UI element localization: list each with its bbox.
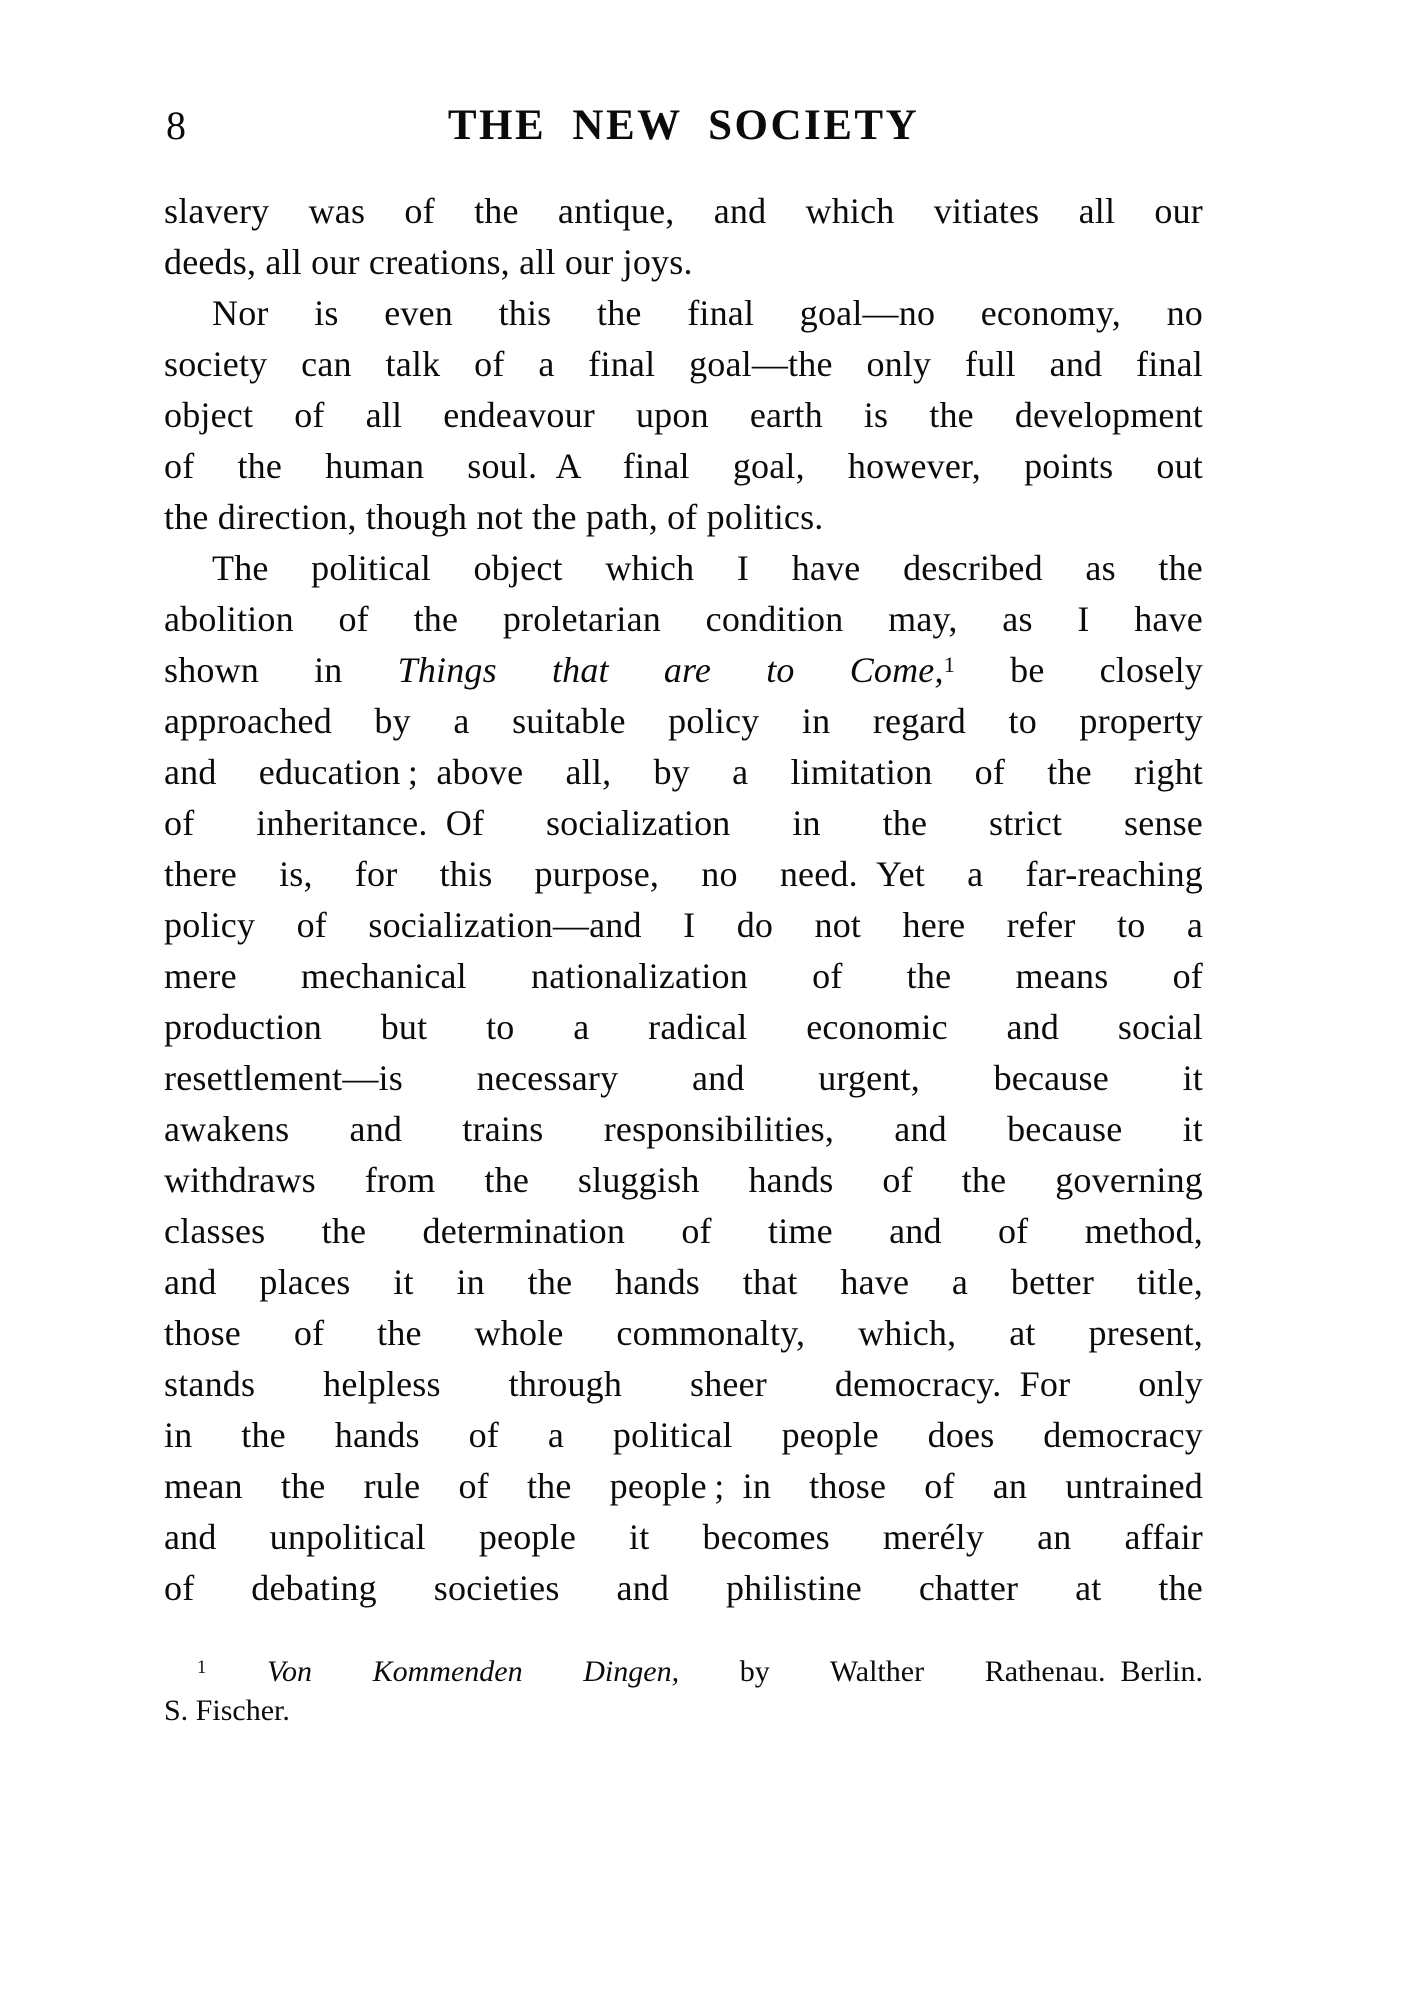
footnote — [164, 1652, 1203, 1730]
text-line — [164, 645, 1203, 696]
text-run: of debating societies and philistine chatter at the — [164, 1568, 1203, 1608]
text-line — [164, 1410, 1203, 1461]
running-title: THE NEW SOCIETY — [447, 102, 920, 149]
text-line — [164, 1206, 1203, 1257]
text-line — [164, 747, 1203, 798]
text-line — [164, 1308, 1203, 1359]
text-run: by Walther Rathenau. Berlin. — [679, 1655, 1203, 1688]
text-run: object of all endeavour upon earth is the development — [164, 395, 1203, 435]
text-line — [164, 237, 1203, 288]
text-run: withdraws from the sluggish hands of the governing — [164, 1160, 1203, 1200]
text-line — [164, 849, 1203, 900]
italic-text: Things that are to Come, — [397, 650, 944, 690]
superscript-marker: 1 — [197, 1656, 207, 1678]
text-run: abolition of the proletarian condition may, as I have — [164, 599, 1203, 639]
text-line — [164, 1359, 1203, 1410]
text-line — [164, 1053, 1203, 1104]
text-line — [164, 1155, 1203, 1206]
text-run: mere mechanical nationalization of the means of — [164, 956, 1203, 996]
text-run: those of the whole commonalty, which, at present, — [164, 1313, 1203, 1353]
text-line — [164, 594, 1203, 645]
text-line — [164, 1257, 1203, 1308]
text-run: stands helpless through sheer democracy. For only — [164, 1364, 1203, 1404]
footnote-line — [164, 1652, 1203, 1691]
text-run: deeds, all our creations, all our joys. — [164, 242, 693, 282]
text-line — [164, 1104, 1203, 1155]
text-run: policy of socialization—and I do not here refer to a — [164, 905, 1203, 945]
text-line — [164, 696, 1203, 747]
text-run: mean the rule of the people ; in those of an untrained — [164, 1466, 1203, 1506]
text-run: Nor is even this the final goal—no economy, no — [212, 293, 1203, 333]
page-number: 8 — [166, 103, 186, 148]
text-line — [164, 1461, 1203, 1512]
text-run: and education ; above all, by a limitation of the right — [164, 752, 1203, 792]
text-run: be closely — [955, 650, 1203, 690]
italic-text: Von Kommenden Dingen, — [266, 1655, 680, 1688]
text-line — [164, 900, 1203, 951]
text-run: awakens and trains responsibilities, and because it — [164, 1109, 1203, 1149]
text-run: of inheritance. Of socialization in the strict sense — [164, 803, 1203, 843]
page-header — [164, 101, 1203, 151]
text-run: and places it in the hands that have a better title, — [164, 1262, 1203, 1302]
text-run: slavery was of the antique, and which vitiates all our — [164, 191, 1203, 231]
text-run: of the human soul. A final goal, however, points out — [164, 446, 1203, 486]
text-run: and unpolitical people it becomes merély an affair — [164, 1517, 1203, 1557]
text-line — [164, 951, 1203, 1002]
text-run: classes the determination of time and of method, — [164, 1211, 1203, 1251]
text-run — [206, 1655, 267, 1688]
text-line — [164, 1002, 1203, 1053]
text-line — [164, 390, 1203, 441]
text-run: in the hands of a political people does democracy — [164, 1415, 1203, 1455]
text-run: resettlement—is necessary and urgent, because it — [164, 1058, 1203, 1098]
text-run: the direction, though not the path, of politics. — [164, 497, 824, 537]
text-run: production but to a radical economic and social — [164, 1007, 1203, 1047]
text-run: society can talk of a final goal—the only full and final — [164, 344, 1203, 384]
text-line — [164, 186, 1203, 237]
text-run: The political object which I have described as the — [212, 548, 1203, 588]
text-line — [164, 339, 1203, 390]
text-line — [164, 798, 1203, 849]
text-run: S. Fischer. — [164, 1694, 290, 1727]
text-line — [164, 441, 1203, 492]
text-line — [164, 492, 1203, 543]
text-run: there is, for this purpose, no need. Yet a far-reaching — [164, 854, 1203, 894]
text-run: shown in — [164, 650, 398, 690]
body-text — [164, 186, 1203, 1614]
text-line — [164, 1563, 1203, 1614]
text-line — [164, 543, 1203, 594]
text-line — [164, 1512, 1203, 1563]
text-line — [164, 288, 1203, 339]
superscript-marker: 1 — [943, 651, 956, 677]
footnote-line — [164, 1691, 1203, 1730]
text-run: approached by a suitable policy in regard to property — [164, 701, 1203, 741]
